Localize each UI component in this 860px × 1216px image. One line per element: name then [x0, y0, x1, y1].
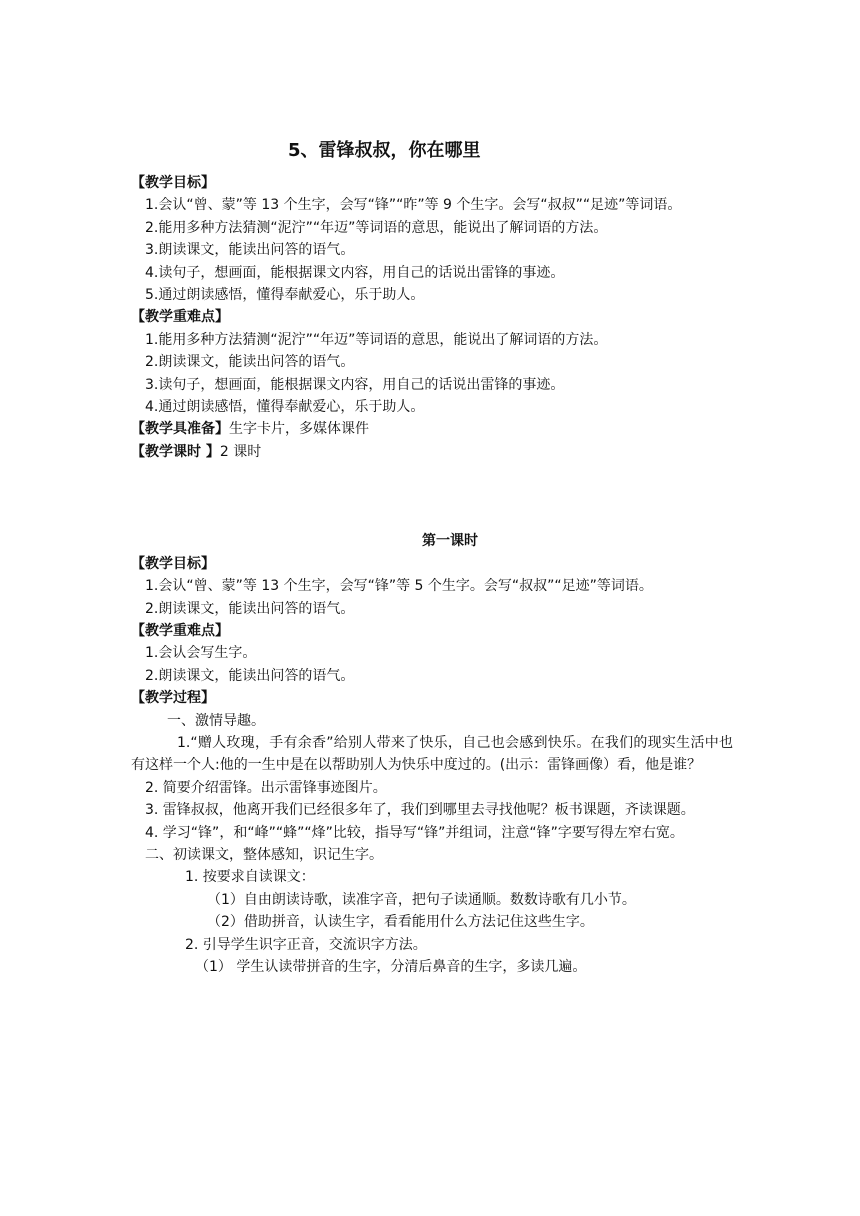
process-section: 一、激情导趣。 [167, 712, 265, 729]
lesson-key-heading: 【教学重难点】 [131, 622, 229, 639]
process-substep-item: （2）借助拼音，认读生字，看看能用什么方法记住这些生字。 [207, 914, 594, 931]
hours-line [131, 441, 733, 463]
hours-heading: 【教学课时 】 [131, 443, 220, 460]
lesson-title: 第一课时 [422, 533, 478, 550]
goal-item: 1.会认“曾、蒙”等 13 个生字，会写“锋”“昨”等 9 个生字。会写“叔叔”“足迹”等词语。 [145, 197, 682, 214]
prep-line [131, 418, 733, 440]
section-spacer [131, 463, 733, 530]
process-section: 二、初读课文，整体感知，识记生字。 [145, 846, 383, 863]
process-substep-item: （1） 学生认读带拼音的生字，分清后鼻音的生字，多读几遍。 [195, 959, 587, 975]
goal-item: 3.朗读课文，能读出问答的语气。 [145, 242, 355, 259]
hours-text: 2 课时 [219, 443, 262, 460]
goal-item: 4.读句子，想画面，能根据课文内容，用自己的话说出雷锋的事迹。 [145, 264, 565, 281]
key-point-item: 2.朗读课文，能读出问答的语气。 [145, 354, 355, 371]
key-points-heading: 【教学重难点】 [131, 309, 229, 326]
goal-item: 5.通过朗读感悟，懂得奉献爱心，乐于助人。 [145, 287, 425, 304]
lesson-goal-item: 1.会认“曾、蒙”等 13 个生字，会写“锋”等 5 个生字。会写“叔叔”“足迹”等词语。 [145, 578, 653, 595]
lesson-key-item: 1.会认会写生字。 [145, 645, 257, 662]
process-step: 3. 雷锋叔叔，他离开我们已经很多年了，我们到哪里去寻找他呢？板书课题，齐读课题。 [145, 802, 695, 819]
key-point-item: 4.通过朗读感悟，懂得奉献爱心，乐于助人。 [145, 399, 425, 416]
lesson-key-item: 2.朗读课文，能读出问答的语气。 [145, 667, 355, 684]
prep-heading: 【教学具准备】 [131, 421, 229, 438]
goals-heading: 【教学目标】 [131, 175, 215, 191]
process-substep-item: （1）自由朗读诗歌，读准字音，把句子读通顺。数数诗歌有几小节。 [207, 891, 636, 908]
process-substep: 1. 按要求自读课文： [185, 869, 315, 886]
page-title: 5、雷锋叔叔，你在哪里 [288, 140, 481, 161]
prep-text: 生字卡片，多媒体课件 [229, 421, 369, 438]
key-point-item: 3.读句子，想画面，能根据课文内容，用自己的话说出雷锋的事迹。 [145, 376, 565, 393]
goal-item: 2.能用多种方法猜测“泥泞”“年迈”等词语的意思，能说出了解词语的方法。 [145, 219, 608, 236]
process-step: 4. 学习“锋”，和“峰”“蜂”“烽”比较，指导写“锋”并组词，注意“锋”字要写得左窄右宽。 [145, 824, 684, 841]
lesson-plan [131, 138, 733, 978]
lesson-goal-item: 2.朗读课文，能读出问答的语气。 [145, 600, 355, 617]
process-step: 2. 简要介绍雷锋。出示雷锋事迹图片。 [145, 779, 387, 796]
process-step: 1.“赠人玫瑰，手有余香”给别人带来了快乐，自己也会感到快乐。在我们的现实生活中也有这样一个人:他的一生中是在以帮助别人为快乐中度过的。(出示：雷锋画像）看，他是谁？ [131, 734, 733, 774]
key-point-item: 1.能用多种方法猜测“泥泞”“年迈”等词语的意思，能说出了解词语的方法。 [145, 331, 608, 348]
process-substep: 2. 引导学生识字正音，交流识字方法。 [185, 936, 427, 953]
process-heading: 【教学过程】 [131, 690, 215, 707]
lesson-goals-heading: 【教学目标】 [131, 555, 215, 572]
